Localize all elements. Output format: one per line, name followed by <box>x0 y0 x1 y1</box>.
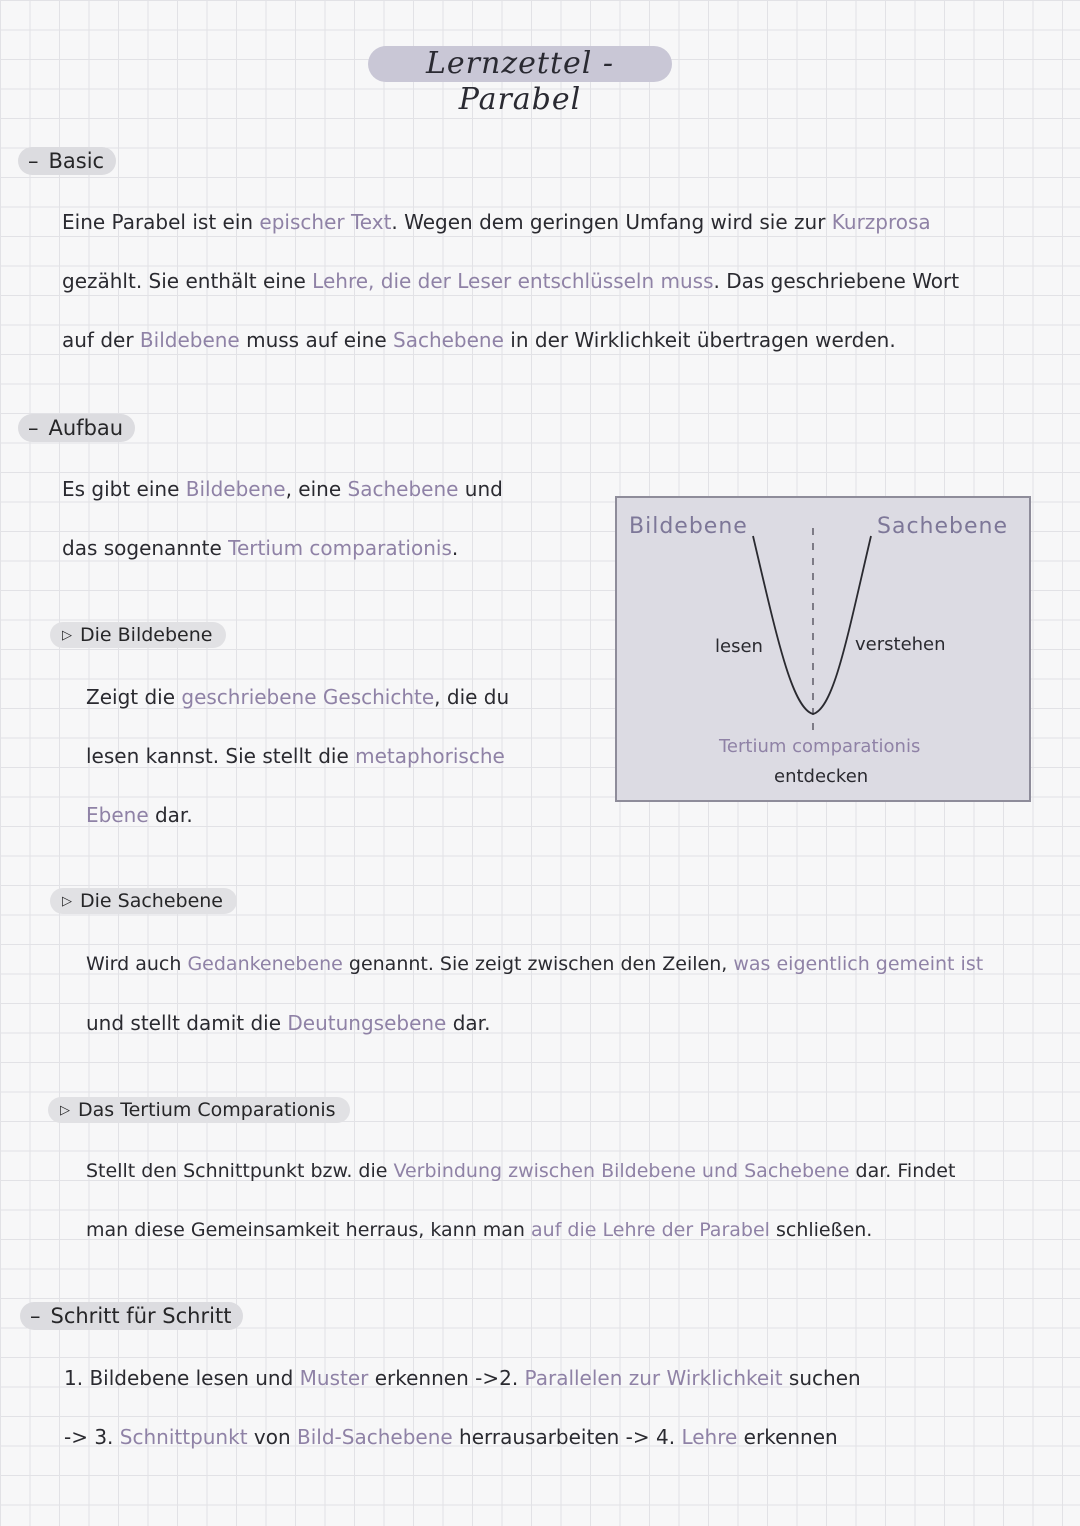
section-heading-basic <box>18 147 116 175</box>
basic-line-3 <box>62 325 896 355</box>
subheading-label: Die Bildebene <box>80 624 213 646</box>
text-segment: man diese Gemeinsamkeit herraus, kann man <box>86 1219 532 1241</box>
triangle-bullet-icon: ▷ <box>62 894 72 909</box>
text-segment: herrausarbeiten -> 4. <box>452 1425 682 1449</box>
diagram-label-bildebene: Bildebene <box>629 514 748 539</box>
diagram-label-sachebene: Sachebene <box>877 514 1008 539</box>
highlighted-text: Parallelen zur Wirklichkeit <box>524 1366 783 1390</box>
highlighted-text: auf die Lehre der Parabel <box>531 1219 770 1241</box>
text-segment: . <box>451 536 459 560</box>
schritt-line-2 <box>64 1422 838 1452</box>
dash-icon: – <box>28 416 39 440</box>
bildebene-line-3 <box>86 800 193 830</box>
highlighted-text: Verbindung zwischen Bildebene und Sachebene <box>393 1160 850 1182</box>
section-heading-aufbau <box>18 414 135 442</box>
highlighted-text: Bildebene <box>139 328 240 352</box>
highlighted-text: Sachebene <box>347 477 459 501</box>
subheading-label: Die Sachebene <box>80 890 224 912</box>
highlighted-text: geschriebene Geschichte <box>181 685 435 709</box>
highlighted-text: Bild-Sachebene <box>297 1425 453 1449</box>
highlighted-text: Bildebene <box>185 477 286 501</box>
highlighted-text: Tertium comparationis <box>228 536 452 560</box>
section-heading-label: Aufbau <box>48 416 124 440</box>
text-segment: . Das geschriebene Wort <box>713 269 960 293</box>
highlighted-text: Deutungsebene <box>287 1011 447 1035</box>
highlighted-text: Schnittpunkt <box>119 1425 248 1449</box>
text-segment: 1. Bildebene lesen und <box>64 1366 300 1390</box>
text-segment: auf der <box>62 328 140 352</box>
bildebene-line-2 <box>86 741 505 771</box>
parabola-curve <box>753 536 871 714</box>
diagram-label-lesen: lesen <box>715 636 763 657</box>
highlighted-text: metaphorische <box>355 744 505 768</box>
text-segment: -> 3. <box>64 1425 120 1449</box>
highlighted-text: Sachebene <box>393 328 504 352</box>
subheading-tertium <box>48 1097 350 1123</box>
triangle-bullet-icon: ▷ <box>60 1103 70 1118</box>
tertium-line-1 <box>86 1156 955 1186</box>
tertium-line-2 <box>86 1215 872 1245</box>
subheading-label: Das Tertium Comparationis <box>78 1099 336 1121</box>
schritt-line-1 <box>64 1363 861 1393</box>
text-segment: , die du <box>434 685 510 709</box>
text-segment: und stellt damit die <box>86 1011 288 1035</box>
highlighted-text: Lehre, die der Leser entschlüsseln muss <box>312 269 714 293</box>
text-segment: Eine Parabel ist ein <box>62 210 260 234</box>
parabola-graphic <box>617 498 1033 804</box>
text-segment: schließen. <box>769 1219 873 1241</box>
highlighted-text: Gedankenebene <box>187 953 343 975</box>
dash-icon: – <box>30 1304 41 1328</box>
text-segment: Stellt den Schnittpunkt bzw. die <box>86 1160 394 1182</box>
text-segment: gezählt. Sie enthält eine <box>62 269 313 293</box>
subheading-sachebene <box>50 888 237 914</box>
section-heading-label: Basic <box>48 149 105 173</box>
text-segment: dar. <box>148 803 193 827</box>
dash-icon: – <box>28 149 39 173</box>
text-segment: dar. Findet <box>849 1160 956 1182</box>
section-heading-schritt <box>20 1302 243 1330</box>
subheading-bildebene <box>50 622 226 648</box>
basic-line-1 <box>62 207 931 237</box>
text-segment: Zeigt die <box>86 685 182 709</box>
text-segment: von <box>247 1425 298 1449</box>
page-title: Lernzettel - Parabel <box>368 46 672 82</box>
text-segment: und <box>458 477 503 501</box>
diagram-label-entdecken: entdecken <box>774 766 869 787</box>
text-segment: , eine <box>285 477 348 501</box>
diagram-label-tertium: Tertium comparationis <box>719 736 921 757</box>
highlighted-text: Muster <box>299 1366 369 1390</box>
triangle-bullet-icon: ▷ <box>62 628 72 643</box>
highlighted-text: Kurzprosa <box>831 210 931 234</box>
text-segment: erkennen <box>737 1425 838 1449</box>
text-segment: Wird auch <box>86 953 188 975</box>
text-segment: muss auf eine <box>239 328 393 352</box>
highlighted-text: Lehre <box>681 1425 738 1449</box>
bildebene-line-1 <box>86 682 509 712</box>
sachebene-line-1 <box>86 949 983 979</box>
text-segment: lesen kannst. Sie stellt die <box>86 744 356 768</box>
aufbau-intro-line-2 <box>62 533 458 563</box>
highlighted-text: was eigentlich gemeint ist <box>733 953 984 975</box>
text-segment: suchen <box>782 1366 861 1390</box>
text-segment: Es gibt eine <box>62 477 186 501</box>
section-heading-label: Schritt für Schritt <box>50 1304 232 1328</box>
text-segment: in der Wirklichkeit übertragen werden. <box>503 328 896 352</box>
aufbau-intro-line-1 <box>62 474 503 504</box>
text-segment: . Wegen dem geringen Umfang wird sie zur <box>391 210 832 234</box>
highlighted-text: epischer Text <box>259 210 392 234</box>
basic-line-2 <box>62 266 959 296</box>
highlighted-text: Ebene <box>86 803 149 827</box>
sachebene-line-2 <box>86 1008 490 1038</box>
parabel-diagram <box>615 496 1031 802</box>
diagram-label-verstehen: verstehen <box>855 634 946 655</box>
text-segment: dar. <box>446 1011 491 1035</box>
text-segment: das sogenannte <box>62 536 229 560</box>
text-segment: erkennen ->2. <box>368 1366 525 1390</box>
text-segment: genannt. Sie zeigt zwischen den Zeilen, <box>342 953 734 975</box>
